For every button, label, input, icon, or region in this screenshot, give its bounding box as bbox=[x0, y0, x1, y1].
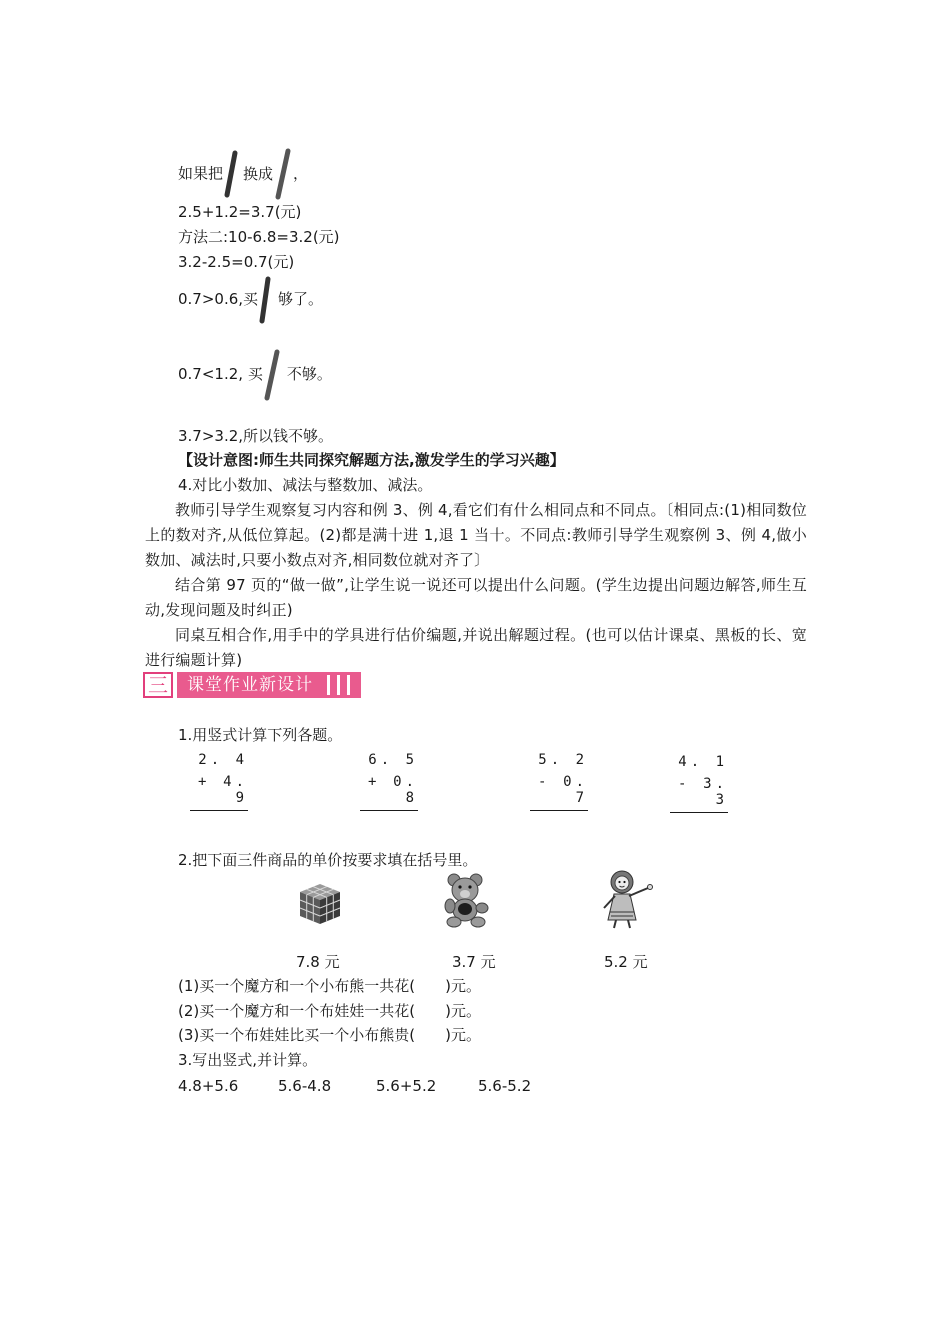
decor-tick bbox=[337, 675, 340, 695]
hw1-heading: 1.用竖式计算下列各题。 bbox=[178, 726, 343, 744]
calc-bottom: 0. 7 bbox=[563, 774, 588, 806]
calc-top: 4. 1 bbox=[678, 754, 728, 770]
not-enough-line: 0.7<1.2, 买 不够。 bbox=[178, 348, 332, 401]
question-line: (3)买一个布娃娃比买一个小布熊贵( )元。 bbox=[178, 1026, 481, 1044]
paragraph: 同桌互相合作,用手中的学具进行估价编题,并说出解题过程。(也可以估计课桌、黑板的长、宽进行编题计算) bbox=[145, 626, 807, 669]
rubiks-cube-icon bbox=[296, 880, 344, 926]
calc-bottom-row bbox=[360, 774, 418, 811]
calc-operator: - bbox=[538, 774, 551, 790]
calc-top: 5. 2 bbox=[538, 752, 588, 768]
section-title-bar bbox=[177, 672, 361, 698]
pen-stick-icon bbox=[273, 148, 293, 200]
question-line: (2)买一个魔方和一个布娃娃一共花( )元。 bbox=[178, 1002, 481, 1020]
vertical-calc bbox=[670, 754, 728, 813]
doll-icon bbox=[598, 868, 656, 930]
section-title: 课堂作业新设计 bbox=[187, 675, 313, 695]
expression: 5.6+5.2 bbox=[376, 1077, 437, 1095]
price-label: 3.7 元 bbox=[452, 953, 496, 971]
calc-bottom: 0. 8 bbox=[393, 774, 418, 806]
calc-top: 2. 4 bbox=[198, 752, 248, 768]
method-two-line: 方法二:10-6.8=3.2(元) bbox=[178, 228, 340, 246]
hw3-heading: 3.写出竖式,并计算。 bbox=[178, 1051, 318, 1069]
calc-operator: + bbox=[368, 774, 381, 790]
vertical-calc bbox=[360, 752, 418, 811]
calc-bottom: 3. 3 bbox=[703, 776, 728, 808]
pen-stick-icon bbox=[258, 276, 272, 324]
conclusion-line: 3.7>3.2,所以钱不够。 bbox=[178, 427, 334, 445]
vertical-calc bbox=[190, 752, 248, 811]
calc-operator: - bbox=[678, 776, 691, 792]
teddy-bear-icon bbox=[440, 872, 492, 928]
paragraph: 结合第 97 页的“做一做”,让学生说一说还可以提出什么问题。(学生边提出问题边解答,师生互动,发现问题及时纠正) bbox=[145, 576, 807, 619]
section-banner bbox=[143, 672, 361, 698]
calc-top: 6. 5 bbox=[368, 752, 418, 768]
decor-tick bbox=[327, 675, 330, 695]
hw2-heading: 2.把下面三件商品的单价按要求填在括号里。 bbox=[178, 851, 478, 869]
paragraph: 教师引导学生观察复习内容和例 3、例 4,看它们有什么相同点和不同点。〔相同点:(1)相同数位上的数对齐,从低位算起。(2)都是满十进 1,退 1 当十。不同点:教师引导学生观察例 3、例 4,做小数加、减法时,只要小数点对齐,相同数位就对齐了〕 bbox=[145, 501, 807, 569]
calc-bottom: 4. 9 bbox=[223, 774, 248, 806]
design-note: 【设计意图:师生共同探究解题方法,激发学生的学习兴趣】 bbox=[178, 451, 565, 469]
section-number: 三 bbox=[143, 672, 173, 698]
swap-line: 如果把 换成 ， bbox=[178, 148, 308, 200]
calc-bottom-row bbox=[670, 776, 728, 813]
calc-operator: + bbox=[198, 774, 211, 790]
equation-line: 2.5+1.2=3.7(元) bbox=[178, 203, 302, 221]
price-label: 5.2 元 bbox=[604, 953, 648, 971]
calc-bottom-row bbox=[190, 774, 248, 811]
section4-heading: 4.对比小数加、减法与整数加、减法。 bbox=[178, 476, 433, 494]
expression: 5.6-4.8 bbox=[278, 1077, 332, 1095]
pen-stick-icon bbox=[223, 150, 239, 198]
equation-line: 3.2-2.5=0.7(元) bbox=[178, 253, 295, 271]
expression: 4.8+5.6 bbox=[178, 1077, 239, 1095]
calc-bottom-row bbox=[530, 774, 588, 811]
pen-stick-icon bbox=[263, 349, 281, 401]
decor-tick bbox=[347, 675, 350, 695]
vertical-calc bbox=[530, 752, 588, 811]
price-label: 7.8 元 bbox=[296, 953, 340, 971]
question-line: (1)买一个魔方和一个小布熊一共花( )元。 bbox=[178, 977, 481, 995]
expression: 5.6-5.2 bbox=[478, 1077, 532, 1095]
enough-line: 0.7>0.6,买 够了。 bbox=[178, 274, 323, 324]
